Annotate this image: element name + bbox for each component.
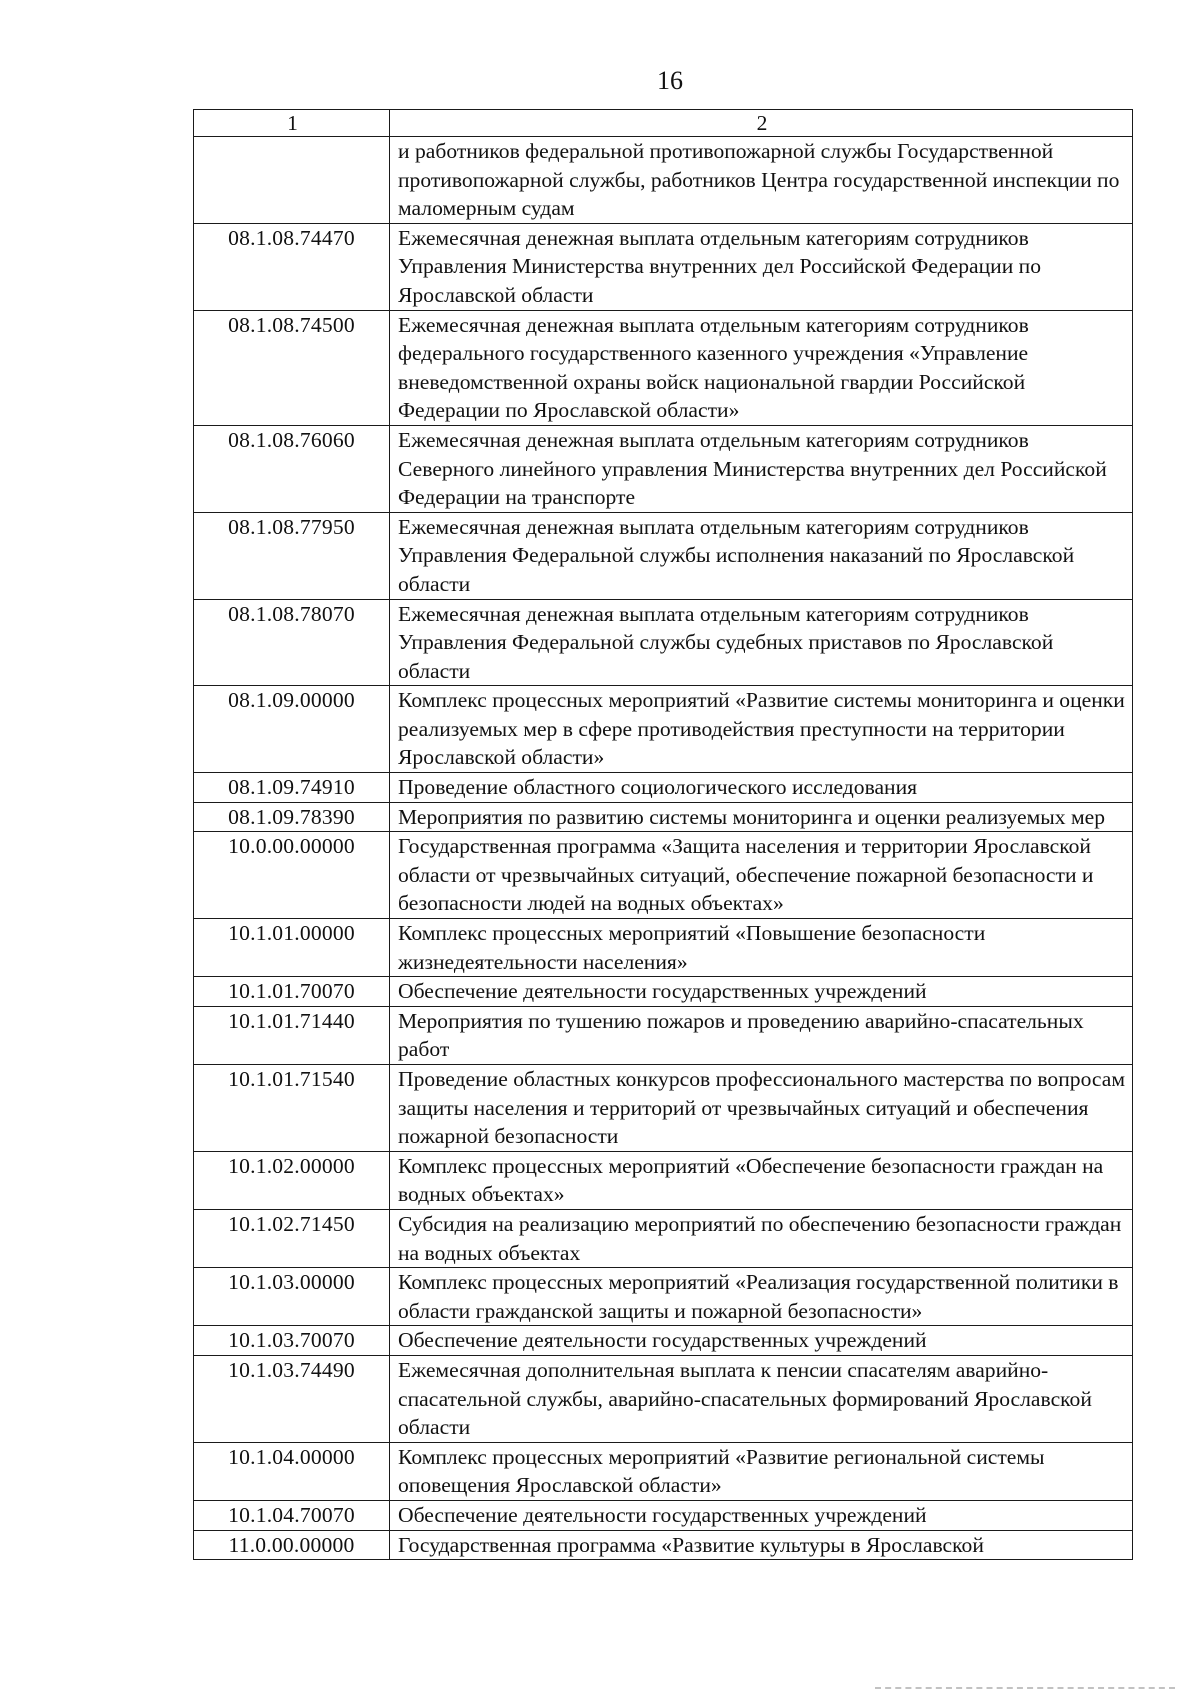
table-row [194, 310, 1133, 425]
description-cell: и работников федеральной противопожарной службы Государственной противопожарной службы, работников Центра государственной инспекции по маломерным судам [390, 137, 1133, 224]
budget-code-table [193, 109, 1133, 1560]
page-number: 16 [657, 66, 683, 95]
description-cell: Обеспечение деятельности государственных учреждений [390, 1500, 1133, 1530]
code-cell: 10.1.02.00000 [194, 1151, 390, 1209]
table-row [194, 686, 1133, 773]
code-cell: 08.1.09.00000 [194, 686, 390, 773]
table-body [194, 137, 1133, 1560]
table-row [194, 137, 1133, 224]
code-cell: 10.1.01.71540 [194, 1065, 390, 1152]
table-row [194, 773, 1133, 803]
code-cell: 10.1.01.71440 [194, 1006, 390, 1064]
description-cell: Ежемесячная дополнительная выплата к пенсии спасателям аварийно-спасательной службы, аварийно-спасательных формирований Ярославской области [390, 1355, 1133, 1442]
description-cell: Проведение областного социологического исследования [390, 773, 1133, 803]
description-cell: Проведение областных конкурсов профессионального мастерства по вопросам защиты населения и территорий от чрезвычайных ситуаций и обеспечения пожарной безопасности [390, 1065, 1133, 1152]
code-cell: 08.1.08.78070 [194, 599, 390, 686]
description-cell: Государственная программа «Защита населения и территории Ярославской области от чрезвычайных ситуаций, обеспечение пожарной безопасности и безопасности людей на водных объектах» [390, 832, 1133, 919]
table-row [194, 1442, 1133, 1500]
code-cell: 10.1.01.70070 [194, 977, 390, 1007]
description-cell: Ежемесячная денежная выплата отдельным категориям сотрудников федерального государственного казенного учреждения «Управление вневедомственной охраны войск национальной гвардии Российской Федерации по Ярославской области» [390, 310, 1133, 425]
description-cell: Комплекс процессных мероприятий «Развитие региональной системы оповещения Ярославской области» [390, 1442, 1133, 1500]
table-header-row [194, 110, 1133, 137]
table-row [194, 1500, 1133, 1530]
description-cell: Субсидия на реализацию мероприятий по обеспечению безопасности граждан на водных объектах [390, 1209, 1133, 1267]
description-cell: Мероприятия по тушению пожаров и проведению аварийно-спасательных работ [390, 1006, 1133, 1064]
table-row [194, 1530, 1133, 1560]
table-row [194, 1355, 1133, 1442]
description-cell: Комплекс процессных мероприятий «Реализация государственной политики в области гражданской защиты и пожарной безопасности» [390, 1268, 1133, 1326]
table-row [194, 832, 1133, 919]
code-cell: 10.1.03.00000 [194, 1268, 390, 1326]
scan-artifact [875, 1687, 1175, 1695]
description-cell: Мероприятия по развитию системы мониторинга и оценки реализуемых мер [390, 802, 1133, 832]
table-row [194, 977, 1133, 1007]
table-row [194, 599, 1133, 686]
description-cell: Комплекс процессных мероприятий «Повышение безопасности жизнедеятельности населения» [390, 919, 1133, 977]
table-row [194, 1006, 1133, 1064]
description-cell: Ежемесячная денежная выплата отдельным категориям сотрудников Северного линейного управления Министерства внутренних дел Российской Федерации на транспорте [390, 425, 1133, 512]
code-cell: 10.1.04.70070 [194, 1500, 390, 1530]
code-cell: 10.1.04.00000 [194, 1442, 390, 1500]
code-cell: 10.1.03.70070 [194, 1326, 390, 1356]
description-cell: Комплекс процессных мероприятий «Развитие системы мониторинга и оценки реализуемых мер в сфере противодействия преступности на территории Ярославской области» [390, 686, 1133, 773]
table-row [194, 425, 1133, 512]
code-cell [194, 137, 390, 224]
description-cell: Обеспечение деятельности государственных учреждений [390, 1326, 1133, 1356]
table-row [194, 1326, 1133, 1356]
table-row [194, 1268, 1133, 1326]
code-cell: 08.1.08.77950 [194, 512, 390, 599]
description-cell: Ежемесячная денежная выплата отдельным категориям сотрудников Управления Федеральной службы судебных приставов по Ярославской области [390, 599, 1133, 686]
table-row [194, 919, 1133, 977]
table-row [194, 1151, 1133, 1209]
code-cell: 10.0.00.00000 [194, 832, 390, 919]
code-cell: 10.1.01.00000 [194, 919, 390, 977]
column-header-description: 2 [390, 110, 1133, 137]
code-cell: 08.1.08.74500 [194, 310, 390, 425]
table-row [194, 223, 1133, 310]
table-row [194, 512, 1133, 599]
description-cell: Комплекс процессных мероприятий «Обеспечение безопасности граждан на водных объектах» [390, 1151, 1133, 1209]
code-cell: 10.1.02.71450 [194, 1209, 390, 1267]
description-cell: Государственная программа «Развитие культуры в Ярославской [390, 1530, 1133, 1560]
code-cell: 08.1.08.76060 [194, 425, 390, 512]
table-row [194, 802, 1133, 832]
code-cell: 10.1.03.74490 [194, 1355, 390, 1442]
description-cell: Ежемесячная денежная выплата отдельным категориям сотрудников Управления Федеральной службы исполнения наказаний по Ярославской области [390, 512, 1133, 599]
code-cell: 08.1.09.74910 [194, 773, 390, 803]
code-cell: 11.0.00.00000 [194, 1530, 390, 1560]
code-cell: 08.1.09.78390 [194, 802, 390, 832]
table-row [194, 1209, 1133, 1267]
description-cell: Обеспечение деятельности государственных учреждений [390, 977, 1133, 1007]
code-cell: 08.1.08.74470 [194, 223, 390, 310]
table-row [194, 1065, 1133, 1152]
description-cell: Ежемесячная денежная выплата отдельным категориям сотрудников Управления Министерства внутренних дел Российской Федерации по Ярославской области [390, 223, 1133, 310]
column-header-code: 1 [194, 110, 390, 137]
